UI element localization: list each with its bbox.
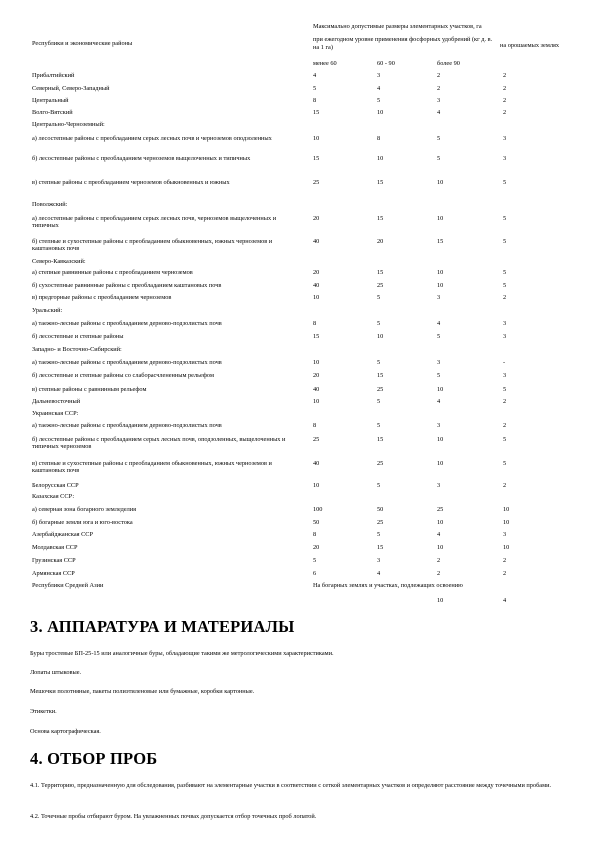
row-label: а) степные равнинные районы с преобладанием черноземов bbox=[32, 269, 193, 276]
row-value-col4: 5 bbox=[503, 269, 507, 276]
row-label: б) лесостепные и степные районы со слаборасчлененным рельефом bbox=[32, 372, 214, 379]
row-value-col2: 4 bbox=[377, 85, 381, 92]
row-value-col1: 20 bbox=[313, 269, 320, 276]
row-value-col1: 15 bbox=[313, 155, 320, 162]
row-value-col3: 10 bbox=[437, 282, 444, 289]
row-label: в) степные районы с равнинным рельефом bbox=[32, 386, 147, 393]
row-value-col1: 25 bbox=[313, 179, 320, 186]
row-value-col1: 5 bbox=[313, 557, 317, 564]
row-value-col3: 10 bbox=[437, 386, 444, 393]
row-value-col3: 2 bbox=[437, 85, 441, 92]
row-label: Украинская ССР: bbox=[32, 410, 79, 417]
section-4-paragraph: 4.2. Точечные пробы отбирают буром. На увлажненных почвах допускается отбор точечных проб лопатой. bbox=[30, 813, 317, 820]
row-value-col3: 5 bbox=[437, 135, 441, 142]
table-header-main: Максимально допустимые размеры элементарных участков, га bbox=[313, 23, 482, 30]
row-value-col3: 15 bbox=[437, 238, 444, 245]
row-label: б) лесостепные районы с преобладанием серых лесных почв, оподзоленных, выщелоченных и типичных черноземов bbox=[32, 436, 286, 451]
row-value-col4: 3 bbox=[503, 531, 507, 538]
row-value-col2: 50 bbox=[377, 506, 384, 513]
row-value-col3: 4 bbox=[437, 109, 441, 116]
row-value-col2: 15 bbox=[377, 372, 384, 379]
row-value-col2: 15 bbox=[377, 179, 384, 186]
row-value-col4: 5 bbox=[503, 215, 507, 222]
section-3-paragraph: Буры тростевые БП-25-15 или аналогичные буры, обладающие такими же метрологическими характеристиками. bbox=[30, 650, 334, 657]
row-value-col3: 3 bbox=[437, 97, 441, 104]
row-label: в) предгорные районы с преобладанием черноземов bbox=[32, 294, 172, 301]
row-value-col3: 10 bbox=[437, 519, 444, 526]
section-4-paragraph: 4.1. Территорию, предназначенную для обследования, разбивают на элементарные участки в соответствии с сеткой элементарных участков и определяют расстояние между точечными пробами. bbox=[30, 782, 552, 789]
row-label: Республики Средней Азии bbox=[32, 582, 104, 589]
row-value-col1: 8 bbox=[313, 320, 317, 327]
row-value-col2: 25 bbox=[377, 386, 384, 393]
row-value-col4: 2 bbox=[503, 97, 507, 104]
table-header-irrigated: на орошаемых землях bbox=[500, 42, 560, 49]
row-value-col3: 2 bbox=[437, 72, 441, 79]
row-value-col2: 15 bbox=[377, 436, 384, 443]
row-label: Центральный bbox=[32, 97, 69, 104]
row-value-col1: 15 bbox=[313, 109, 320, 116]
row-value-col1: 10 bbox=[313, 359, 320, 366]
row-value-col2: 4 bbox=[377, 570, 381, 577]
row-value-col3: 3 bbox=[437, 482, 441, 489]
row-label: а) таежно-лесные районы с преобладанием дерново-подзолистых почв bbox=[32, 422, 222, 429]
row-value-col4: 5 bbox=[503, 238, 507, 245]
section-3-paragraph: Этикетки. bbox=[30, 708, 57, 715]
row-value-col1: 40 bbox=[313, 460, 320, 467]
row-value-col2: 8 bbox=[377, 135, 381, 142]
row-value-col1: 25 bbox=[313, 436, 320, 443]
row-value-col2: 5 bbox=[377, 359, 381, 366]
row-value-col3: 3 bbox=[437, 359, 441, 366]
row-label: в) степные и сухостепные районы с преобладанием обыкновенных, южных черноземов и каштановых почв bbox=[32, 460, 272, 475]
row-value-col2: 25 bbox=[377, 519, 384, 526]
row-value-col3: 25 bbox=[437, 506, 444, 513]
row-value-col1: 6 bbox=[313, 570, 317, 577]
row-value-col4: 3 bbox=[503, 320, 507, 327]
row-label: б) богарные земли юга и юго-востока bbox=[32, 519, 133, 526]
row-value-col2: 5 bbox=[377, 294, 381, 301]
row-label: а) таежно-лесные районы с преобладанием дерново-подзолистых почв bbox=[32, 320, 222, 327]
row-value-col2: 5 bbox=[377, 422, 381, 429]
row-label: Дальневосточный bbox=[32, 398, 81, 405]
table-header-col2: 60 - 90 bbox=[377, 60, 395, 67]
row-value-col2: 15 bbox=[377, 544, 384, 551]
row-label: а) лесостепные районы с преобладанием серых лесных почв и черноземов оподзоленных bbox=[32, 135, 272, 142]
row-label: в) степные районы с преобладанием черноземов обыкновенных и южных bbox=[32, 179, 230, 186]
row-value-col4: 5 bbox=[503, 436, 507, 443]
row-label: а) лесостепные районы с преобладанием серых лесных почв, черноземов выщелоченных и типичных bbox=[32, 215, 277, 230]
row-label: Западно- и Восточно-Сибирский: bbox=[32, 346, 122, 353]
row-value-col4: 3 bbox=[503, 155, 507, 162]
row-value-col3: 3 bbox=[437, 422, 441, 429]
row-value-col1: 4 bbox=[313, 72, 317, 79]
table-header-region: Республики и экономические районы bbox=[32, 40, 133, 47]
row-label: Грузинская ССР bbox=[32, 557, 76, 564]
row-value-col2: 20 bbox=[377, 238, 384, 245]
row-label: б) сухостепные равнинные районы с преобладанием каштановых почв bbox=[32, 282, 222, 289]
row-value-col3: 10 bbox=[437, 179, 444, 186]
row-value-col2: 5 bbox=[377, 398, 381, 405]
row-value-col4: 2 bbox=[503, 422, 507, 429]
row-value-col1: 8 bbox=[313, 531, 317, 538]
row-value-col4: 5 bbox=[503, 386, 507, 393]
row-label: б) степные и сухостепные районы с преобладанием обыкновенных, южных черноземов и каштановых почв bbox=[32, 238, 273, 253]
row-label: а) таежно-лесные районы с преобладанием дерново-подзолистых почв bbox=[32, 359, 222, 366]
row-label: Северо-Кавказский: bbox=[32, 258, 86, 265]
row-value-col4: 5 bbox=[503, 460, 507, 467]
row-value-col2: 3 bbox=[377, 557, 381, 564]
section-3-paragraph: Лопаты штыковые. bbox=[30, 669, 82, 676]
row-value-col4: 10 bbox=[503, 544, 510, 551]
row-value-col3: 5 bbox=[437, 372, 441, 379]
row-value-col2: 10 bbox=[377, 333, 384, 340]
row-label: б) лесостепные и степные районы bbox=[32, 333, 124, 340]
row-value-col1: 20 bbox=[313, 372, 320, 379]
row-value-col4: 3 bbox=[503, 135, 507, 142]
row-label: Белорусская ССР bbox=[32, 482, 79, 489]
row-label: Казахская ССР: bbox=[32, 493, 75, 500]
table-header-col1: менее 60 bbox=[313, 60, 337, 67]
row-value-col2: 5 bbox=[377, 482, 381, 489]
row-value-col3: 10 bbox=[437, 544, 444, 551]
row-value-col2: 25 bbox=[377, 282, 384, 289]
row-value-col2: 5 bbox=[377, 97, 381, 104]
table-header-subtitle: при ежегодном уровне применения фосфорных удобрений (кг д. в. на 1 га) bbox=[313, 36, 493, 51]
row-value-col3: 10 bbox=[437, 436, 444, 443]
row-value-col3: 4 bbox=[437, 320, 441, 327]
row-value-col3: 2 bbox=[437, 557, 441, 564]
row-label: Центрально-Черноземный: bbox=[32, 121, 105, 128]
row-label: Северный, Северо-Западный bbox=[32, 85, 110, 92]
row-value-col2: 10 bbox=[377, 155, 384, 162]
row-value-col4: 2 bbox=[503, 570, 507, 577]
row-value-col3: 10 bbox=[437, 215, 444, 222]
row-value-col2: 15 bbox=[377, 215, 384, 222]
row-value-col4: 2 bbox=[503, 85, 507, 92]
row-value-col2: 10 bbox=[377, 109, 384, 116]
row-value-col1: 40 bbox=[313, 238, 320, 245]
row-value-col1: 100 bbox=[313, 506, 323, 513]
row-value-col3: 4 bbox=[437, 531, 441, 538]
table-last-value-2: 4 bbox=[503, 597, 507, 604]
row-value-col4: 3 bbox=[503, 372, 507, 379]
row-value-col4: 5 bbox=[503, 179, 507, 186]
row-value-col1: 15 bbox=[313, 333, 320, 340]
row-value-col4: 2 bbox=[503, 294, 507, 301]
row-value-col2: 3 bbox=[377, 72, 381, 79]
row-value-col1: 10 bbox=[313, 482, 320, 489]
row-value-col2: 5 bbox=[377, 531, 381, 538]
row-label: б) лесостепные районы с преобладанием черноземов выщелоченных и типичных bbox=[32, 155, 251, 162]
row-value-col4: 10 bbox=[503, 506, 510, 513]
row-value-col1: 40 bbox=[313, 282, 320, 289]
row-value-col1: 40 bbox=[313, 386, 320, 393]
row-value-col3: 3 bbox=[437, 294, 441, 301]
row-value-col4: 2 bbox=[503, 72, 507, 79]
row-value-col4: 10 bbox=[503, 519, 510, 526]
row-value-col4: 3 bbox=[503, 333, 507, 340]
row-value-col3: 10 bbox=[437, 269, 444, 276]
row-label: Поволжский: bbox=[32, 201, 68, 208]
row-label: Уральский: bbox=[32, 307, 63, 314]
section-3-paragraph: Основа картографическая. bbox=[30, 728, 101, 735]
section-3-heading: 3. АППАРАТУРА И МАТЕРИАЛЫ bbox=[30, 617, 295, 636]
row-value-col4: 2 bbox=[503, 557, 507, 564]
row-value-col3: 4 bbox=[437, 398, 441, 405]
row-value-col1: 20 bbox=[313, 544, 320, 551]
row-value-col1: 50 bbox=[313, 519, 320, 526]
row-value-col1: 10 bbox=[313, 135, 320, 142]
table-last-value-1: 10 bbox=[437, 597, 444, 604]
row-value-col1: 10 bbox=[313, 294, 320, 301]
row-value-col4: 2 bbox=[503, 398, 507, 405]
section-3-paragraph: Мешочки полотняные, пакеты полиэтиленовые или бумажные, коробки картонные. bbox=[30, 688, 255, 695]
row-value-col1: 10 bbox=[313, 398, 320, 405]
row-value-col4: 2 bbox=[503, 482, 507, 489]
row-value-col2: 15 bbox=[377, 269, 384, 276]
row-value-col1: 8 bbox=[313, 422, 317, 429]
row-value-col1: 5 bbox=[313, 85, 317, 92]
row-label: Волго-Вятский bbox=[32, 109, 73, 116]
row-label: Азербайджанская ССР bbox=[32, 531, 93, 538]
row-label: а) северная зона богарного земледелия bbox=[32, 506, 137, 513]
row-value-col1: 20 bbox=[313, 215, 320, 222]
row-value-col3: 5 bbox=[437, 155, 441, 162]
row-value-col1: 8 bbox=[313, 97, 317, 104]
table-last-note: На богарных землях и участках, подлежащих освоению bbox=[313, 582, 463, 589]
row-value-col4: 5 bbox=[503, 282, 507, 289]
row-label: Прибалтийский bbox=[32, 72, 75, 79]
row-value-col2: 5 bbox=[377, 320, 381, 327]
row-value-col3: 10 bbox=[437, 460, 444, 467]
section-4-heading: 4. ОТБОР ПРОБ bbox=[30, 749, 158, 768]
row-value-col4: - bbox=[503, 359, 506, 366]
row-label: Армянская ССР bbox=[32, 570, 75, 577]
row-value-col3: 2 bbox=[437, 570, 441, 577]
row-value-col4: 2 bbox=[503, 109, 507, 116]
row-value-col2: 25 bbox=[377, 460, 384, 467]
table-header-col3: более 90 bbox=[437, 60, 460, 67]
row-label: Молдавская ССР bbox=[32, 544, 78, 551]
row-value-col3: 5 bbox=[437, 333, 441, 340]
